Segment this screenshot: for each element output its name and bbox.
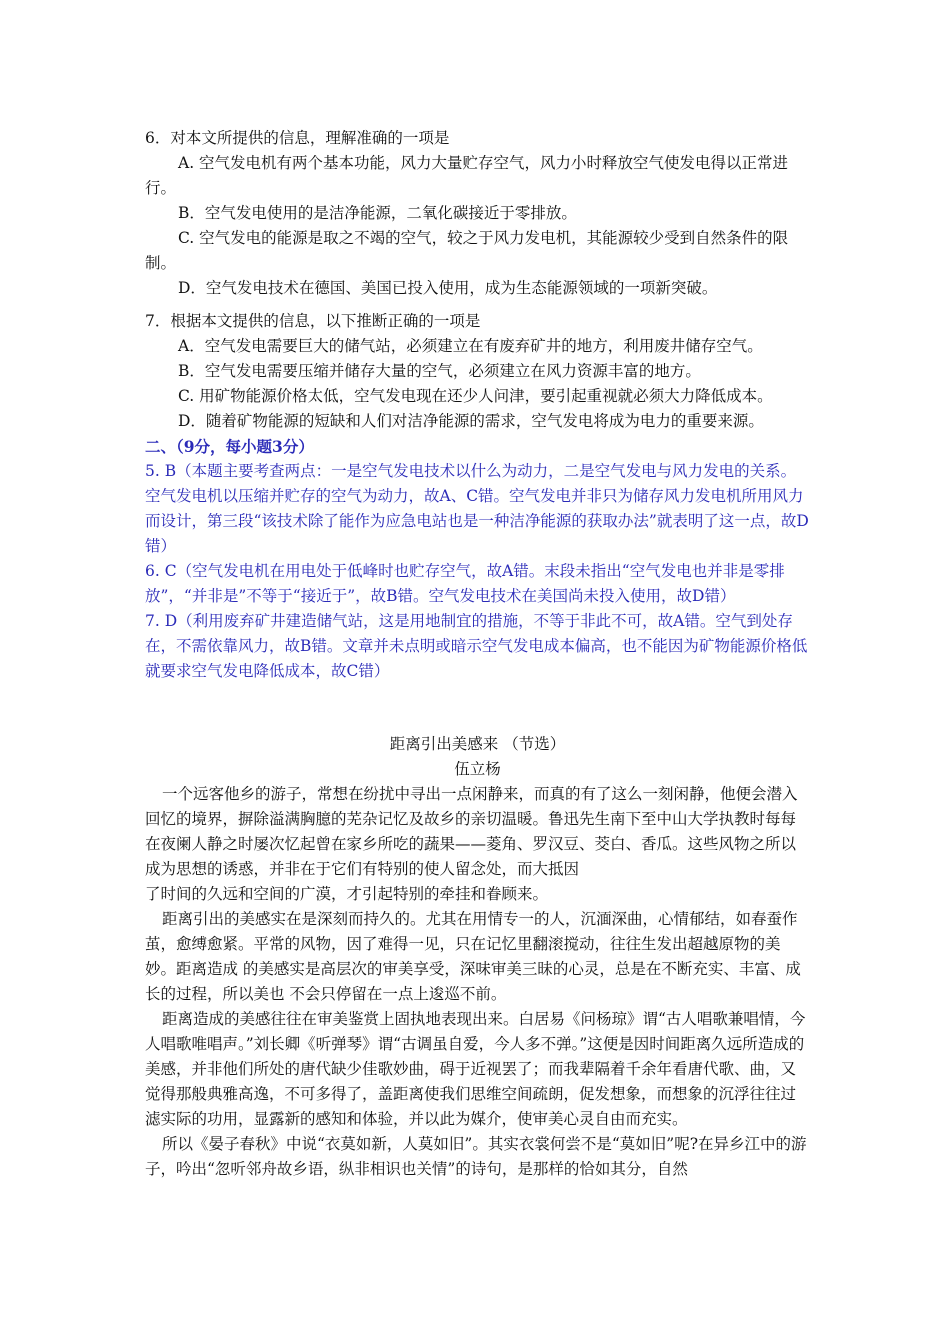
article-title: 距离引出美感来 （节选） xyxy=(389,735,566,753)
q7-stem: 7．根据本文提供的信息，以下推断正确的一项是 xyxy=(145,312,481,330)
q7-option-a: A．空气发电需要巨大的储气站，必须建立在有废弃矿井的地方，利用废井储存空气。 xyxy=(178,337,763,355)
article-paragraph-3: 距离造成的美感往往在审美鉴赏上固执地表现出来。白居易《问杨琼》谓“古人唱歌兼唱情，今人唱歌唯唱声。”刘长卿《听弹琴》谓“古调虽自爱，今人多不弹。”这便是因时间距离久远所造成的美感，并非他们所处的唐代缺少佳歌妙曲，碍于近视罢了；而我辈隔着千余年看唐代歌、曲，又觉得那般典雅高逸，不可多得了，盖距离使我们思维空间疏朗，促发想象，而想象的沉浮往往过滤实际的功用，显露新的感知和体验，并以此为媒介，使审美心灵自由而充实。 xyxy=(145,1010,806,1128)
q6-option-a: A. 空气发电机有两个基本功能，风力大量贮存空气，风力小时释放空气使发电得以正常进行。 xyxy=(145,154,789,197)
answers-heading: 二、（9分，每小题3分） xyxy=(145,437,314,456)
article-paragraph-4: 所以《晏子春秋》中说“衣莫如新，人莫如旧”。其实衣裳何尝不是“莫如旧”呢?在异乡江中的游 子，吟出“忽听邻舟故乡语，纵非相识也关情”的诗句，是那样的恰如其分，自然 xyxy=(145,1135,807,1178)
article-paragraph-1-cont: 了时间的久远和空间的广漠，才引起特别的牵挂和眷顾来。 xyxy=(145,885,549,903)
q6-option-c: C. 空气发电的能源是取之不竭的空气，较之于风力发电机，其能源较少受到自然条件的限制。 xyxy=(145,229,789,272)
q7-option-b: B．空气发电需要压缩并储存大量的空气，必须建立在风力资源丰富的地方。 xyxy=(178,362,701,380)
section-gap xyxy=(145,684,810,728)
answer-6: 6. C（空气发电机在用电处于低峰时也贮存空气，故A错。末段未指出“空气发电也并非是零排放”，“并非是”不等于“接近于”，故B错。空气发电技术在美国尚未投入使用，故D错） xyxy=(145,562,785,605)
q6-stem: 6．对本文所提供的信息，理解准确的一项是 xyxy=(145,129,450,147)
article-paragraph-1: 一个远客他乡的游子，常想在纷扰中寻出一点闲静来，而真的有了这么一刻闲静，他便会潜入回忆的境界，摒除溢满胸臆的芜杂记忆及故乡的亲切温暖。鲁迅先生南下至中山大学执教时每每在夜阑人静之时屡次忆起曾在家乡所吃的蔬果——菱角、罗汉豆、茭白、香瓜。这些风物之所以成为思想的诱惑，并非在于它们有特别的使人留念处，而大抵因 xyxy=(145,785,798,878)
q7-option-d: D．随着矿物能源的短缺和人们对洁净能源的需求，空气发电将成为电力的重要来源。 xyxy=(178,412,764,430)
answer-7: 7. D（利用废弃矿井建造储气站，这是用地制宜的措施，不等于非此不可，故A错。空气到处存在，不需依靠风力，故B错。文章并未点明或暗示空气发电成本偏高，也不能因为矿物能源价格低就要求空气发电降低成本，故C错） xyxy=(145,612,808,680)
q7-option-c: C. 用矿物能源价格太低，空气发电现在还少人问津，要引起重视就必须大力降低成本。 xyxy=(178,387,773,405)
document-page xyxy=(145,122,810,1182)
q6-option-d: D．空气发电技术在德国、美国已投入使用，成为生态能源领域的一项新突破。 xyxy=(178,279,718,297)
q6-option-b: B．空气发电使用的是洁净能源，二氧化碳接近于零排放。 xyxy=(178,204,577,222)
answer-5: 5. B（本题主要考查两点：一是空气发电技术以什么为动力，二是空气发电与风力发电的关系。空气发电机以压缩并贮存的空气为动力，故A、C错。空气发电并非只为储存风力发电机所用风力而设计，第三段“该技术除了能作为应急电站也是一种洁净能源的获取办法”就表明了这一点，故D错） xyxy=(145,462,809,555)
article-paragraph-2: 距离引出的美感实在是深刻而持久的。尤其在用情专一的人，沉湎深曲，心情郁结，如春蚕作茧，愈缚愈紧。平常的风物，因了难得一见，只在记忆里翻滚搅动，往往生发出超越原物的美妙。距离造成 的美感实是高层次的审美享受，深味审美三昧的心灵，总是在不断充实、丰富、成长的过程，所以美也 不会只停留在一点上逡巡不前。 xyxy=(145,910,801,1003)
article-author: 伍立杨 xyxy=(454,760,501,778)
